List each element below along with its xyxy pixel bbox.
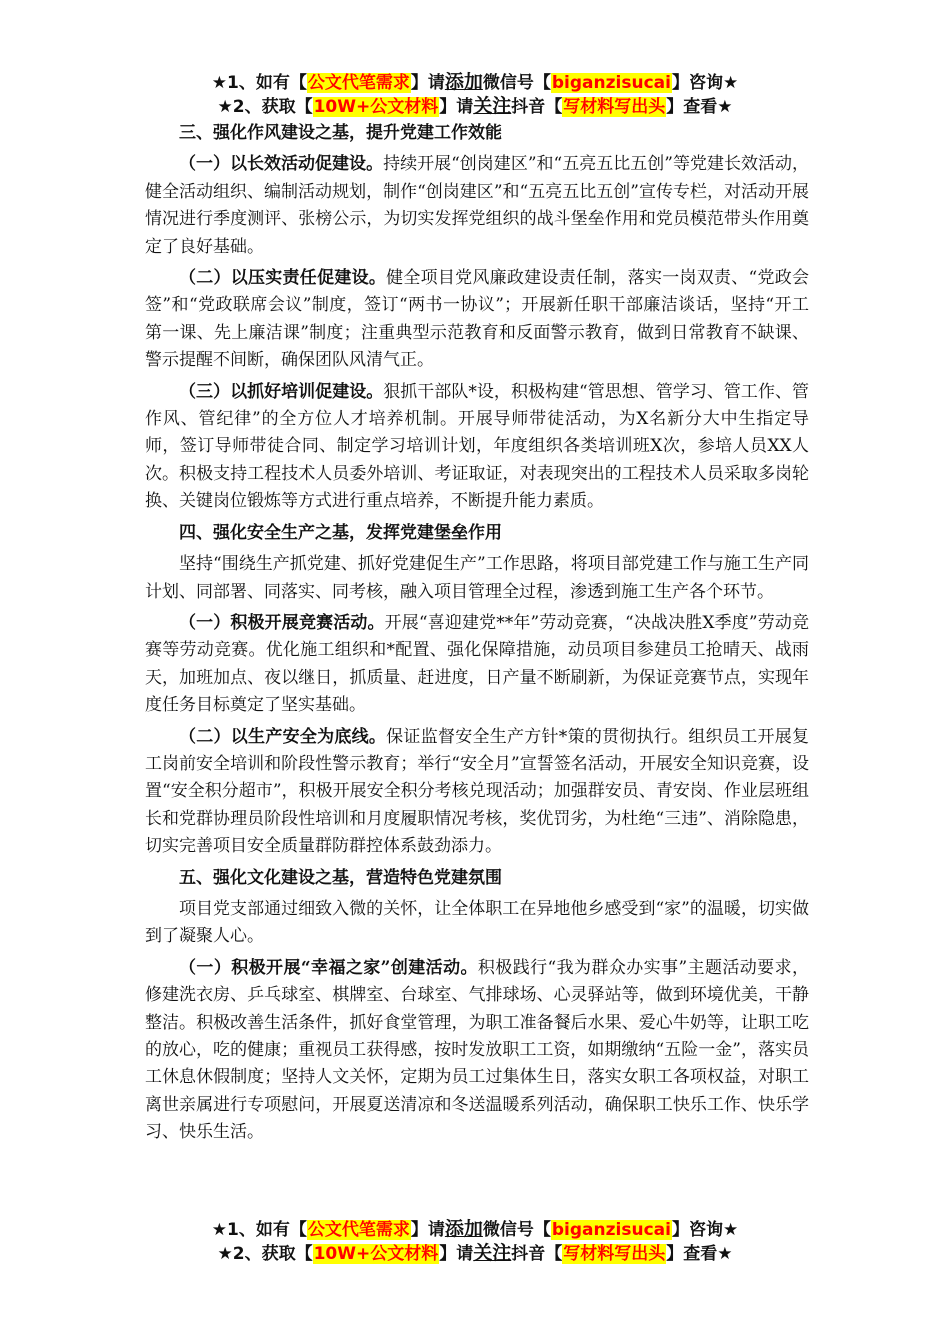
paragraph-lead: （一）积极开展“幸福之家”创建活动。 [179,957,478,978]
section-heading-5: 五、强化文化建设之基，营造特色党建氛围 [179,867,502,888]
banner-text: 微信号【 [482,1220,551,1240]
banner-text: 】咨询★ [671,1220,739,1240]
paragraph-4-0: 坚持“围绕生产抓党建、抓好党建促生产”工作思路，将项目部党建工作与施工生产同计划、同部署、同落实、同考核，融入项目管理全过程，渗透到施工生产各个环节。 [145,554,809,602]
banner-text: ★1、如有【 [211,1220,307,1240]
paragraph-text: 积极践行“我为群众办实事”主题活动要求，修建洗衣房、乒乓球室、棋牌室、台球室、气排球场、心灵驿站等，做到环境优美，干静整洁。积极改善生活条件，抓好食堂管理，为职工准备餐后水果、爱心牛奶等，让职工吃的放心，吃的健康；重视员工获得感，按时发放职工工资，如期缴纳“五险一金”，落实员工休息休假制度；坚持人文关怀，定期为员工过集体生日，落实女职工各项权益，对职工离世亲属进行专项慰问，开展夏送清凉和冬送温暖系列活动，确保职工快乐工作、快乐学习、快乐生活。 [145,957,809,1143]
paragraph-lead: （一）积极开展竞赛活动。 [179,612,385,633]
paragraph-text: 狠抓干部队*设，积极构建“管思想、管学习、管工作、管作风、管纪律”的全方位人才培养机制。开展导师带徒活动，为X名新分大中生指定导师，签订导师带徒合同、制定学习培训计划，年度组织各类培训班X次，参培人员XX人次。积极支持工程技术人员委外培训、考证取证，对表现突出的工程技术人员采取多岗轮换、关键岗位锻炼等方式进行重点培养，不断提升能力素质。 [145,381,809,512]
banner-text: 抖音【 [511,97,563,117]
banner-underline: 添加 [444,71,483,93]
paragraph-3-1 [145,151,809,261]
banner-text: 】请 [439,97,474,117]
banner-line-1 [0,1217,950,1241]
paragraph-5-0: 项目党支部通过细致入微的关怀，让全体职工在异地他乡感受到“家”的温暖，切实做到了凝聚人心。 [145,898,809,947]
banner-highlight: 10W+公文材料 [313,97,439,117]
banner-text: 抖音【 [511,1244,563,1264]
banner-text: ★2、获取【 [217,97,313,117]
paragraph-text: 健全项目党风廉政建设责任制，落实一岗双责、“党政会签”和“党政联席会议”制度，签订“两书一协议”；开展新任职干部廉洁谈话，坚持“开工第一课、先上廉洁课”制度；注重典型示范教育和反面警示教育，做到日常教育不缺课、警示提醒不间断，确保团队风清气正。 [145,268,809,371]
paragraph-lead: （一）以长效活动促建设。 [179,154,384,175]
paragraph-lead: （二）以生产安全为底线。 [179,726,387,747]
banner-highlight: 10W+公文材料 [313,1244,439,1264]
paragraph-lead: （二）以压实责任促建设。 [179,268,387,289]
banner-highlight: 写材料写出头 [563,1244,666,1264]
banner-text: ★1、如有【 [211,73,307,93]
banner-underline: 关注 [473,95,512,117]
banner-highlight: 公文代笔需求 [307,1220,410,1240]
banner-underline: 添加 [444,1218,483,1240]
banner-line-2 [0,94,950,118]
banner-underline: 关注 [473,1242,512,1264]
document-body [145,120,809,1151]
banner-highlight: biganzisucai [551,1220,671,1240]
paragraph-3-2 [145,265,809,375]
banner-highlight: 写材料写出头 [563,97,666,117]
section-heading-4: 四、强化安全生产之基，发挥党建堡垒作用 [179,522,502,543]
banner-text: 】查看★ [666,1244,733,1264]
banner-line-2 [0,1241,950,1265]
banner-text: ★2、获取【 [217,1244,313,1264]
banner-highlight: biganzisucai [551,73,671,93]
footer-banner [0,1217,950,1265]
paragraph-5-1 [145,955,809,1147]
banner-text: 】请 [439,1244,474,1264]
banner-text: 】咨询★ [671,73,739,93]
banner-line-1 [0,70,950,94]
paragraph-text: 保证监督安全生产方针*策的贯彻执行。组织员工开展复工岗前安全培训和阶段性警示教育；举行“安全月”宣誓签名活动，开展安全知识竞赛，设置“安全积分超市”，积极开展安全积分考核兑现活动；加强群安员、青安岗、作业层班组长和党群协理员阶段性培训和月度履职情况考核，奖优罚劣，为杜绝“三违”、消除隐患，切实完善项目安全质量群防群控体系鼓劲添力。 [145,726,810,857]
paragraph-4-2 [145,724,809,861]
banner-text: 微信号【 [482,73,551,93]
paragraph-3-3 [145,379,809,516]
paragraph-text: 开展“喜迎建党**年”劳动竞赛，“决战决胜X季度”劳动竞赛等劳动竞赛。优化施工组织和*配置、强化保障措施，动员项目参建员工抢晴天、战雨天，加班加点、夜以继日，抓质量、赶进度，日产量不断刷新，为保证竞赛节点，实现年度任务目标奠定了坚实基础。 [145,612,809,716]
banner-text: 】请 [410,1220,445,1240]
banner-highlight: 公文代笔需求 [307,73,410,93]
banner-text: 】查看★ [666,97,733,117]
paragraph-lead: （三）以抓好培训促建设。 [179,381,384,402]
paragraph-4-1 [145,610,809,720]
paragraph-text: 持续开展“创岗建区”和“五亮五比五创”等党建长效活动，健全活动组织、编制活动规划，制作“创岗建区”和“五亮五比五创”宣传专栏，对活动开展情况进行季度测评、张榜公示，为切实发挥党组织的战斗堡垒作用和党员模范带头作用奠定了良好基础。 [145,154,810,257]
header-banner [0,70,950,118]
section-heading-3: 三、强化作风建设之基，提升党建工作效能 [179,123,502,143]
banner-text: 】请 [410,73,445,93]
